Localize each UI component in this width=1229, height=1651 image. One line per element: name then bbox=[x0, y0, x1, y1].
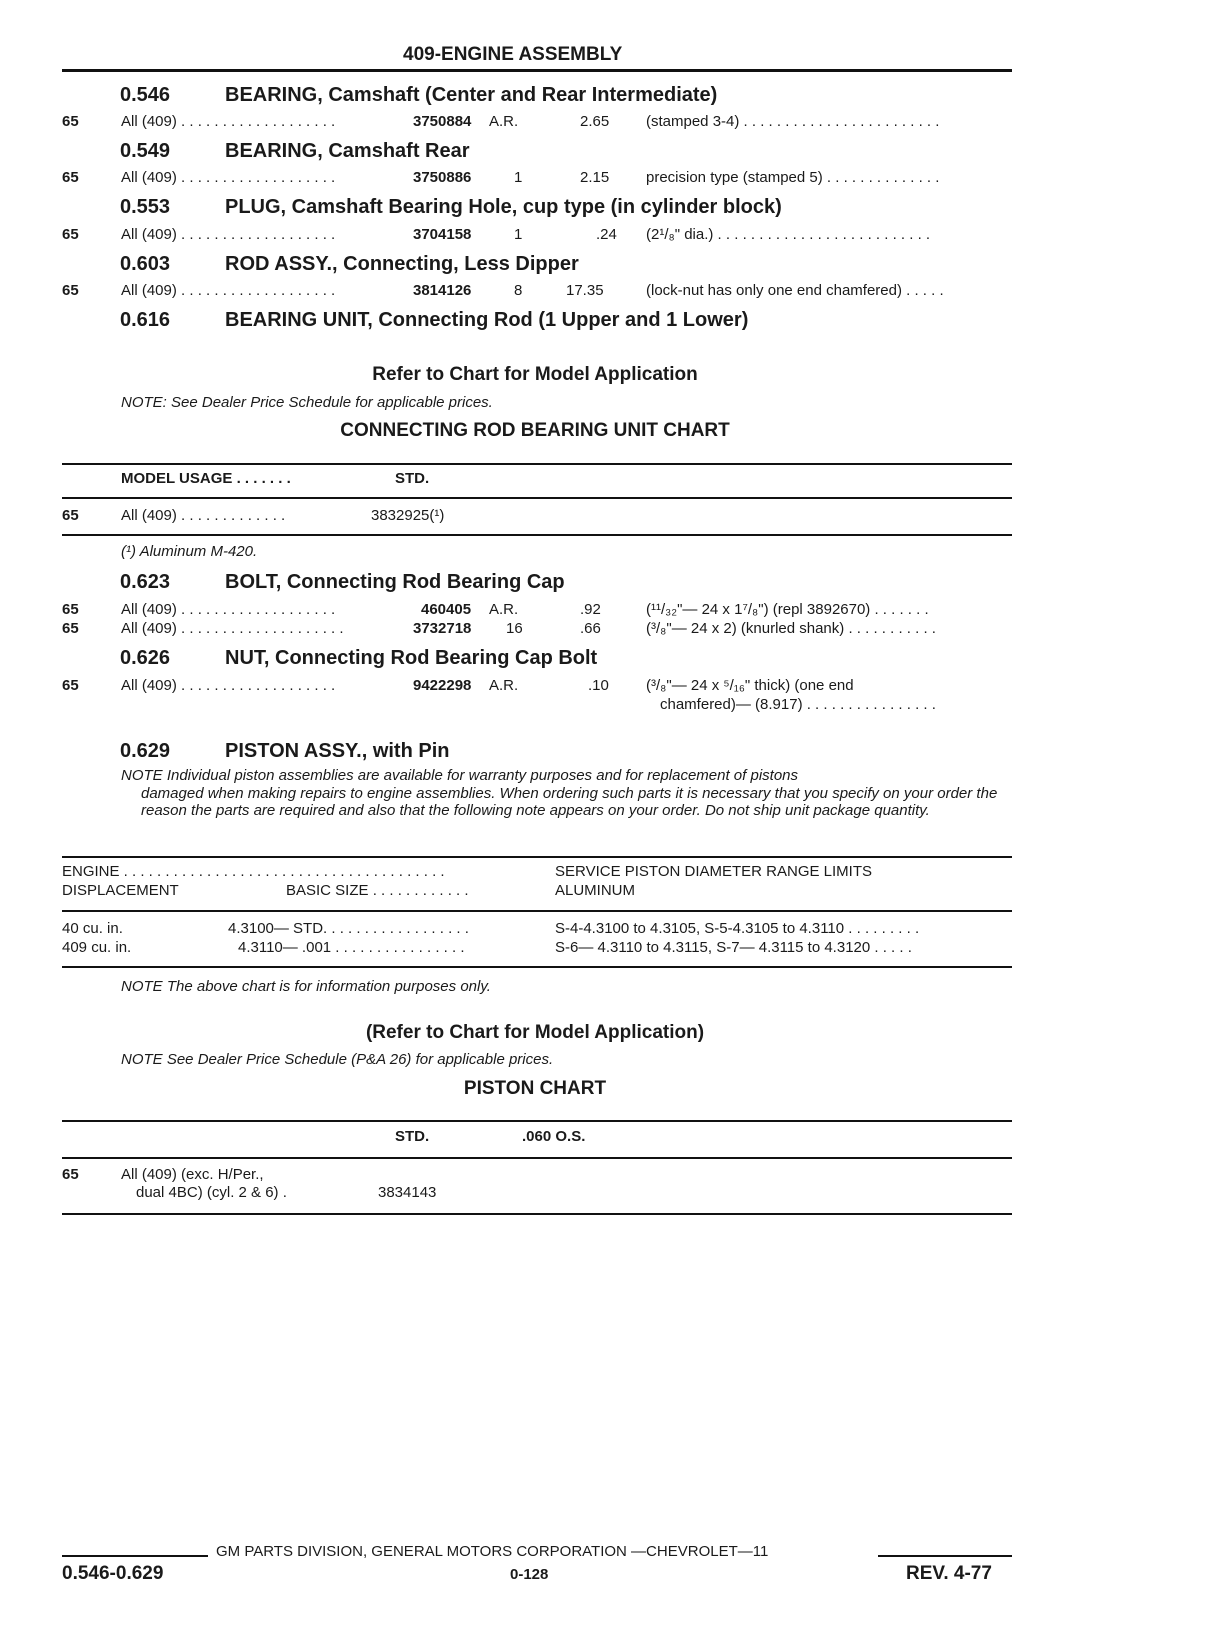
item-number: 0.549 bbox=[120, 140, 171, 162]
column-header-basic-size: BASIC SIZE . . . . . . . . . . . . bbox=[286, 882, 469, 899]
item-quantity: 1 bbox=[514, 226, 523, 243]
chart-rule bbox=[62, 497, 1012, 499]
price-note: NOTE See Dealer Price Schedule (P&A 26) for applicable prices. bbox=[121, 1051, 554, 1068]
item-year: 65 bbox=[62, 169, 79, 186]
chart-rule bbox=[62, 856, 1012, 858]
item-part-number: 3750884 bbox=[413, 113, 472, 130]
item-model: All (409) . . . . . . . . . . . . . . . . . . . bbox=[121, 282, 336, 299]
item-remark: (lock-nut has only one end chamfered) . . . . . bbox=[646, 282, 944, 299]
column-header-engine: ENGINE . . . . . . . . . . . . . . . . . . . . . . . . . . . . . . . . . . . . . . . bbox=[62, 863, 445, 880]
diameter-row-range: S-4-4.3100 to 4.3105, S-5-4.3105 to 4.3110 . . . . . . . . . bbox=[555, 920, 920, 937]
piston-note-body: damaged when making repairs to engine assemblies. When ordering such parts it is necessary that you specify on your order the reason the parts are required and also that the following note appears on your order. Do not ship unit package quantity. bbox=[141, 785, 998, 819]
item-model: All (409) . . . . . . . . . . . . . . . . . . . bbox=[121, 601, 336, 618]
item-remark: precision type (stamped 5) . . . . . . . . . . . . . . bbox=[646, 169, 940, 186]
item-number: 0.553 bbox=[120, 196, 171, 218]
item-model: All (409) . . . . . . . . . . . . . . . . . . . bbox=[121, 226, 336, 243]
item-quantity: A.R. bbox=[489, 677, 519, 694]
item-quantity: A.R. bbox=[489, 601, 519, 618]
chart-row-year: 65 bbox=[62, 1166, 79, 1183]
item-quantity: 16 bbox=[506, 620, 523, 637]
footer-rule-left bbox=[62, 1555, 208, 1557]
item-model: All (409) . . . . . . . . . . . . . . . . . . . bbox=[121, 169, 336, 186]
item-year: 65 bbox=[62, 677, 79, 694]
item-price: 17.35 bbox=[566, 282, 604, 299]
item-number: 0.623 bbox=[120, 571, 171, 593]
item-price: 2.65 bbox=[580, 113, 610, 130]
item-description: BEARING, Camshaft Rear bbox=[225, 140, 470, 162]
chart-rule bbox=[62, 463, 1012, 465]
item-remark: (³/₈"— 24 x 2) (knurled shank) . . . . . . . . . . . bbox=[646, 620, 936, 637]
item-price: .66 bbox=[580, 620, 601, 637]
column-header-std: STD. bbox=[395, 470, 430, 487]
item-remark: (³/₈"— 24 x ⁵/₁₆" thick) (one end bbox=[646, 677, 854, 694]
item-description: PLUG, Camshaft Bearing Hole, cup type (in cylinder block) bbox=[225, 196, 782, 218]
diameter-row-range: S-6— 4.3110 to 4.3115, S-7— 4.3115 to 4.3120 . . . . . bbox=[555, 939, 912, 956]
column-header-oversize: .060 O.S. bbox=[522, 1128, 586, 1145]
piston-note-lead: NOTE Individual piston assemblies are available for warranty purposes and for replacement of pistons bbox=[121, 767, 799, 784]
footer-range: 0.546-0.629 bbox=[62, 1563, 164, 1584]
item-part-number: 3814126 bbox=[413, 282, 472, 299]
chart-rule bbox=[62, 910, 1012, 912]
footer-rule-right bbox=[878, 1555, 1012, 1557]
item-year: 65 bbox=[62, 620, 79, 637]
item-quantity: A.R. bbox=[489, 113, 519, 130]
column-header-displacement: DISPLACEMENT bbox=[62, 882, 179, 899]
chart-row-std: 3834143 bbox=[378, 1184, 437, 1201]
item-price: .92 bbox=[580, 601, 601, 618]
chart-row-model-continued: dual 4BC) (cyl. 2 & 6) . bbox=[136, 1184, 287, 1201]
item-remark: (stamped 3-4) . . . . . . . . . . . . . . . . . . . . . . . . bbox=[646, 113, 940, 130]
item-price: .24 bbox=[596, 226, 617, 243]
item-part-number: 460405 bbox=[421, 601, 472, 618]
chart-rule bbox=[62, 1213, 1012, 1215]
item-model: All (409) . . . . . . . . . . . . . . . . . . . bbox=[121, 113, 336, 130]
column-header-service-range: SERVICE PISTON DIAMETER RANGE LIMITS bbox=[555, 863, 873, 880]
diameter-row-displacement: 40 cu. in. bbox=[62, 920, 123, 937]
price-note: NOTE: See Dealer Price Schedule for applicable prices. bbox=[121, 394, 493, 411]
item-remark: (2¹/₈" dia.) . . . . . . . . . . . . . . . . . . . . . . . . . . bbox=[646, 226, 931, 243]
piston-chart-title: PISTON CHART bbox=[463, 1078, 607, 1099]
item-part-number: 9422298 bbox=[413, 677, 472, 694]
refer-chart-heading: Refer to Chart for Model Application bbox=[372, 364, 698, 385]
item-part-number: 3732718 bbox=[413, 620, 472, 637]
rod-chart-title: CONNECTING ROD BEARING UNIT CHART bbox=[340, 420, 730, 441]
footer-revision: REV. 4-77 bbox=[906, 1563, 992, 1584]
footer-division: GM PARTS DIVISION, GENERAL MOTORS CORPORATION —CHEVROLET—11 bbox=[216, 1543, 769, 1560]
item-description: BEARING, Camshaft (Center and Rear Intermediate) bbox=[225, 84, 718, 106]
chart-footnote: (¹) Aluminum M-420. bbox=[121, 543, 258, 560]
column-header-aluminum: ALUMINUM bbox=[555, 882, 636, 899]
chart-row-std: 3832925(¹) bbox=[371, 507, 445, 524]
chart-row-model: All (409) (exc. H/Per., bbox=[121, 1166, 264, 1183]
item-description: ROD ASSY., Connecting, Less Dipper bbox=[225, 253, 579, 275]
chart-rule bbox=[62, 534, 1012, 536]
item-part-number: 3750886 bbox=[413, 169, 472, 186]
item-model: All (409) . . . . . . . . . . . . . . . . . . . bbox=[121, 677, 336, 694]
chart-rule bbox=[62, 1120, 1012, 1122]
item-quantity: 8 bbox=[514, 282, 523, 299]
item-year: 65 bbox=[62, 282, 79, 299]
item-number: 0.629 bbox=[120, 740, 171, 762]
refer-chart-heading: (Refer to Chart for Model Application) bbox=[365, 1022, 705, 1043]
chart-row-year: 65 bbox=[62, 507, 79, 524]
item-remark-continued: chamfered)— (8.917) . . . . . . . . . . . . . . . . bbox=[660, 696, 936, 713]
column-header-std: STD. bbox=[395, 1128, 430, 1145]
item-description: PISTON ASSY., with Pin bbox=[225, 740, 450, 762]
item-description: NUT, Connecting Rod Bearing Cap Bolt bbox=[225, 647, 598, 669]
column-header-model: MODEL USAGE . . . . . . . bbox=[121, 470, 291, 487]
item-price: 2.15 bbox=[580, 169, 610, 186]
item-description: BOLT, Connecting Rod Bearing Cap bbox=[225, 571, 565, 593]
header-rule bbox=[62, 69, 1012, 72]
footer-page-number: 0-128 bbox=[510, 1566, 549, 1583]
chart-info-note: NOTE The above chart is for information purposes only. bbox=[121, 978, 491, 995]
item-description: BEARING UNIT, Connecting Rod (1 Upper and 1 Lower) bbox=[225, 309, 749, 331]
item-number: 0.603 bbox=[120, 253, 171, 275]
item-quantity: 1 bbox=[514, 169, 523, 186]
item-model: All (409) . . . . . . . . . . . . . . . . . . . . bbox=[121, 620, 344, 637]
item-price: .10 bbox=[588, 677, 609, 694]
item-part-number: 3704158 bbox=[413, 226, 472, 243]
chart-rule bbox=[62, 966, 1012, 968]
item-number: 0.546 bbox=[120, 84, 171, 106]
chart-rule bbox=[62, 1157, 1012, 1159]
item-remark: (¹¹/₃₂"— 24 x 1⁷/₈") (repl 3892670) . . . . . . . bbox=[646, 601, 929, 618]
item-year: 65 bbox=[62, 601, 79, 618]
item-number: 0.626 bbox=[120, 647, 171, 669]
item-year: 65 bbox=[62, 113, 79, 130]
chart-row-model: All (409) . . . . . . . . . . . . . bbox=[121, 507, 286, 524]
diameter-row-displacement: 409 cu. in. bbox=[62, 939, 132, 956]
diameter-row-basic-size: 4.3100— STD. . . . . . . . . . . . . . . . . . bbox=[228, 920, 469, 937]
item-year: 65 bbox=[62, 226, 79, 243]
diameter-row-basic-size: 4.3110— .001 . . . . . . . . . . . . . . . . bbox=[238, 939, 465, 956]
page-title: 409-ENGINE ASSEMBLY bbox=[403, 44, 623, 65]
item-number: 0.616 bbox=[120, 309, 171, 331]
